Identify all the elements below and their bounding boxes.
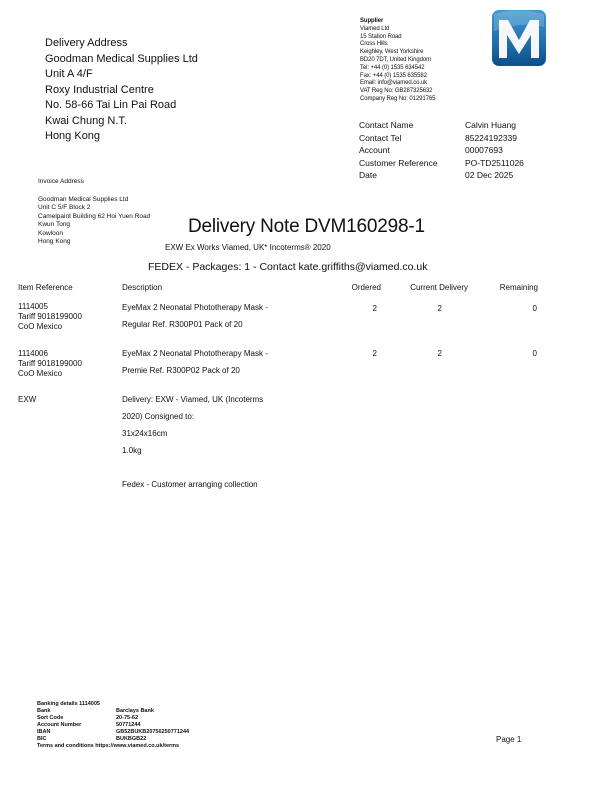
supplier-block (360, 18, 435, 104)
delivery-address-heading: Delivery Address (45, 37, 128, 49)
contact-value: 85224192339 (465, 132, 518, 143)
contact-label: Date (359, 170, 377, 181)
delivery-address-line: Unit A 4/F (45, 68, 93, 80)
banking-value: BUKBGB22 (116, 736, 147, 742)
supplier-heading: Supplier (360, 18, 384, 24)
banking-label: IBAN (37, 729, 51, 735)
invoice-address-line: Kowloon (38, 229, 63, 237)
exw-line: Fedex - Customer arranging collection (122, 480, 258, 489)
header-item-reference: Item Reference (18, 283, 73, 292)
invoice-address (38, 196, 150, 246)
supplier-line: BD20 7DT, United Kingdom (360, 56, 431, 63)
table-row-item (18, 302, 82, 332)
delivery-address-line: Kwai Chung N.T. (45, 114, 127, 127)
banking-label: Bank (37, 708, 51, 714)
invoice-address-heading: Invoice Address (38, 178, 84, 185)
document-title: Delivery Note DVM160298-1 (188, 216, 425, 237)
delivery-address-line: Goodman Medical Supplies Ltd (45, 52, 198, 65)
description-line: EyeMax 2 Neonatal Phototherapy Mask - (122, 303, 268, 312)
invoice-address-line: Kwun Tong (38, 221, 71, 229)
contact-row (359, 157, 524, 170)
description-line: EyeMax 2 Neonatal Phototherapy Mask - (122, 349, 268, 358)
supplier-line: Viamed Ltd (360, 25, 390, 32)
ordered-qty: 2 (372, 349, 377, 358)
banking-value: 20-75-62 (116, 715, 139, 721)
item-code: 1114005 (18, 302, 48, 311)
exw-line: 1.0kg (122, 446, 142, 455)
current-delivery-qty: 2 (437, 349, 442, 358)
exw-line: 2020) Consigned to: (122, 412, 195, 421)
banking-label: BIC (37, 736, 47, 742)
contact-details (359, 119, 524, 182)
supplier-line: VAT Reg No: GB287325632 (360, 88, 433, 95)
item-tariff: Tariff 9018199000 (18, 312, 82, 321)
banking-label: Account Number (37, 722, 82, 728)
shipping-info: FEDEX - Packages: 1 - Contact kate.griffiths@viamed.co.uk (148, 261, 428, 273)
invoice-address-line: Camelpaint Building 62 Hoi Yuen Road (38, 212, 151, 220)
exw-spacer (122, 459, 263, 476)
exw-line: Delivery: EXW - Viamed, UK (Incoterms (122, 395, 264, 404)
contact-row (359, 169, 524, 182)
banking-row (37, 729, 189, 736)
banking-value: GB52BUKB20756250771244 (116, 729, 190, 735)
supplier-line: Keighley, West Yorkshire (360, 49, 424, 56)
banking-row (37, 736, 189, 743)
table-row-description (122, 345, 268, 379)
delivery-address (45, 36, 198, 145)
contact-label: Customer Reference (359, 157, 438, 168)
remaining-qty: 0 (532, 304, 537, 313)
header-remaining: Remaining (499, 283, 538, 292)
exw-line: 31x24x16cm (122, 429, 168, 438)
page-number: Page 1 (496, 735, 522, 744)
contact-value: 00007693 (465, 145, 503, 156)
banking-label: Sort Code (37, 715, 64, 721)
contact-row (359, 144, 524, 157)
header-description: Description (122, 283, 163, 292)
table-row-item (18, 349, 82, 379)
banking-details (37, 701, 189, 750)
item-code: 1114006 (18, 349, 48, 358)
delivery-address-line: Hong Kong (45, 130, 101, 142)
supplier-line: Tel: +44 (0) 1535 634542 (360, 64, 425, 71)
item-origin: CoO Mexico (18, 369, 63, 378)
item-origin: CoO Mexico (18, 322, 63, 331)
incoterms-subtitle: EXW Ex Works Viamed, UK* Incoterms® 2020 (165, 243, 331, 252)
supplier-line: Cross Hills (360, 41, 388, 48)
banking-value: Barclays Bank (116, 708, 154, 714)
delivery-address-line: Roxy Industrial Centre (45, 83, 154, 96)
contact-label: Contact Name (359, 120, 414, 130)
banking-row (37, 722, 189, 729)
header-ordered: Ordered (351, 283, 381, 292)
banking-row (37, 715, 189, 722)
supplier-line: Email: info@viamed.co.uk (360, 80, 428, 87)
supplier-line: Fax: +44 (0) 1535 635582 (360, 72, 427, 79)
supplier-line: 15 Station Road (360, 33, 402, 40)
viamed-logo-icon (491, 9, 547, 67)
remaining-qty: 0 (532, 349, 537, 358)
delivery-address-line: No. 58-66 Tai Lin Pai Road (45, 99, 177, 111)
banking-heading: Banking details 1114005 (37, 701, 100, 707)
exw-item: EXW (18, 395, 37, 404)
supplier-line: Company Reg No: 01291765 (360, 95, 436, 102)
banking-value: 50771244 (116, 722, 141, 728)
contact-row (359, 132, 524, 145)
item-tariff: Tariff 9018199000 (18, 359, 82, 368)
table-row-description (122, 299, 268, 333)
invoice-address-line: Hong Kong (38, 238, 71, 246)
contact-label: Account (359, 145, 390, 156)
contact-label: Contact Tel (359, 132, 402, 143)
contact-value: Calvin Huang (465, 120, 517, 130)
ordered-qty: 2 (372, 304, 377, 313)
contact-row (359, 119, 524, 132)
header-current-delivery: Current Delivery (410, 283, 468, 292)
invoice-address-line: Goodman Medical Supplies Ltd (38, 196, 129, 203)
banking-row (37, 708, 189, 715)
description-line: Premie Ref. R300P02 Pack of 20 (122, 366, 240, 375)
exw-description (122, 391, 263, 493)
contact-value: 02 Dec 2025 (465, 170, 514, 181)
current-delivery-qty: 2 (437, 304, 442, 313)
description-line: Regular Ref. R300P01 Pack of 20 (122, 320, 243, 329)
contact-value: PO-TD2511026 (465, 157, 524, 168)
terms-link[interactable]: Terms and conditions https://www.viamed.co.uk/terms (37, 743, 180, 749)
invoice-address-line: Unit C 5/F Block 2 (38, 204, 91, 212)
